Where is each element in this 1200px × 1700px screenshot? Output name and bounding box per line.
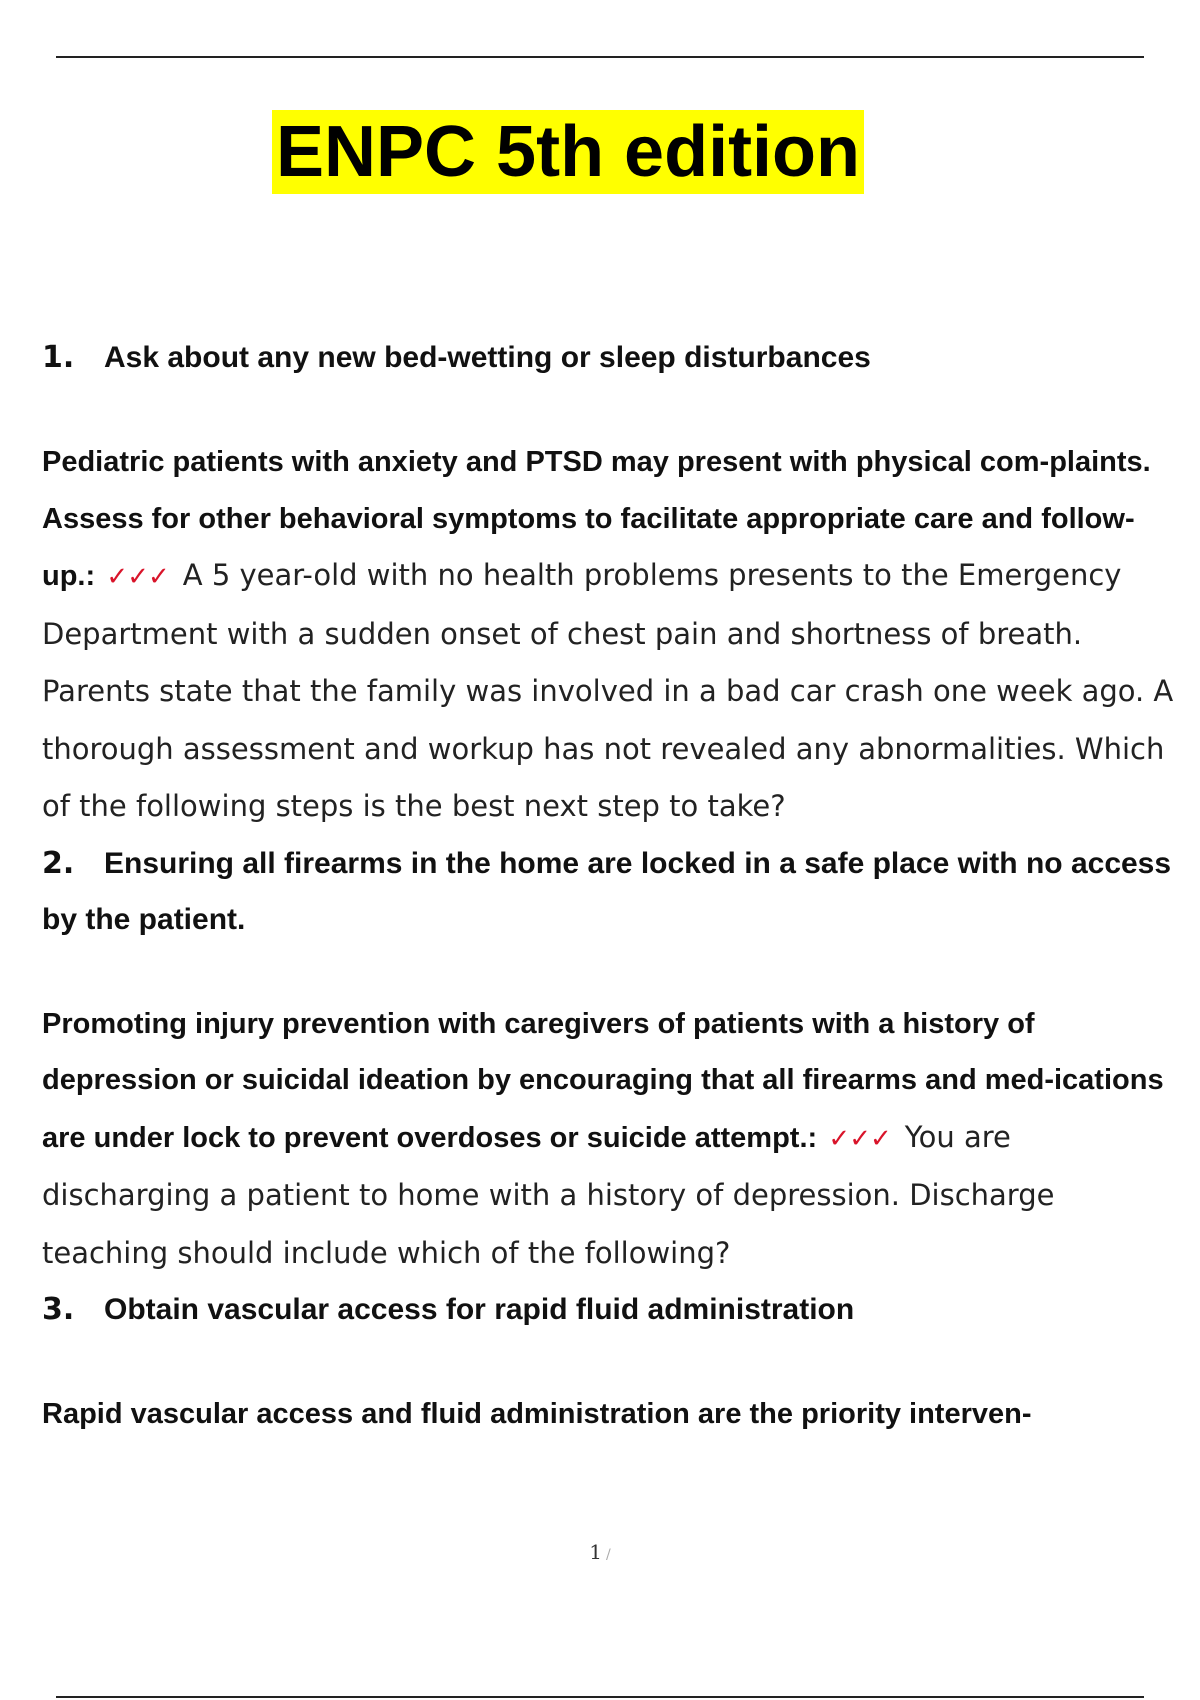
question-number-1: 1. bbox=[42, 340, 75, 375]
page-number-separator: / bbox=[606, 1547, 611, 1563]
title-block bbox=[272, 110, 864, 194]
document-title: ENPC 5th edition bbox=[272, 110, 864, 194]
bottom-rule bbox=[56, 1696, 1144, 1698]
question-number-2: 2. bbox=[42, 845, 75, 881]
rationale-1: Pediatric patients with anxiety and PTSD may present with physical com-plaints. Assess for other behavioral symptoms to facilitate appropriate care and follow-up.: bbox=[42, 446, 1151, 592]
page-number-value: 1 bbox=[589, 1540, 602, 1564]
top-rule bbox=[56, 56, 1144, 58]
question-heading-2 bbox=[42, 836, 1182, 948]
question-number-3: 3. bbox=[42, 1292, 75, 1327]
page-number bbox=[0, 1540, 1200, 1564]
next-question-2: You are discharging a patient to home with a history of depression. Discharge teaching should include which of the following? bbox=[42, 1119, 1055, 1270]
question-heading-text-2: Ensuring all firearms in the home are locked in a safe place with no access by the patient. bbox=[42, 846, 1172, 936]
question-heading-text-3: Obtain vascular access for rapid fluid administration bbox=[104, 1293, 855, 1326]
check-mark-icon: ✓✓✓ bbox=[106, 562, 169, 592]
answer-block-1 bbox=[42, 434, 1182, 836]
next-question-1: A 5 year-old with no health problems presents to the Emergency Department with a sudden onset of chest pain and shortness of breath. Parents state that the family was involved in a bad car crash one week ago. A thorough assessment and workup has not revealed any abnormalities. Which of the following steps is the best next step to take? bbox=[42, 558, 1174, 823]
question-heading-1 bbox=[42, 330, 1182, 386]
answer-block-2 bbox=[42, 996, 1182, 1283]
check-mark-icon: ✓✓✓ bbox=[828, 1123, 891, 1154]
answer-block-3 bbox=[42, 1386, 1182, 1443]
rationale-3: Rapid vascular access and fluid administration are the priority interven- bbox=[42, 1398, 1032, 1430]
document-body bbox=[42, 330, 1182, 1443]
rationale-2: Promoting injury prevention with caregivers of patients with a history of depression or suicidal ideation by encouraging that all firearms and med-ications are under lock to prevent overdoses or suicide attempt.: bbox=[42, 1007, 1164, 1154]
question-heading-text-1: Ask about any new bed-wetting or sleep disturbances bbox=[104, 341, 871, 374]
question-heading-3 bbox=[42, 1282, 1182, 1338]
